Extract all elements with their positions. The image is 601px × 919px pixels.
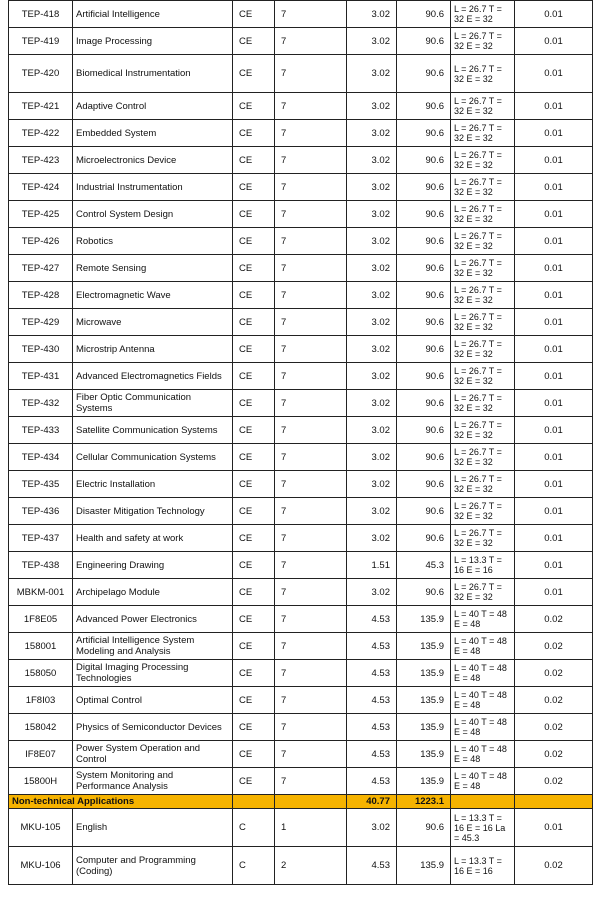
course-code: TEP-434 — [9, 444, 73, 471]
credit-value: 3.02 — [347, 471, 397, 498]
total-hours: 135.9 — [397, 687, 451, 714]
course-code: TEP-425 — [9, 201, 73, 228]
fee-value: 0.01 — [515, 93, 593, 120]
credit-value: 4.53 — [347, 660, 397, 687]
hour-allocation: L = 26.7 T = 32 E = 32 — [451, 228, 515, 255]
fee-value: 0.01 — [515, 174, 593, 201]
table-row — [9, 741, 593, 768]
course-code: TEP-428 — [9, 282, 73, 309]
course-type: C — [233, 847, 275, 885]
course-code: 1F8I03 — [9, 687, 73, 714]
course-code: TEP-422 — [9, 120, 73, 147]
fee-value: 0.01 — [515, 28, 593, 55]
fee-value: 0.01 — [515, 552, 593, 579]
credit-value: 3.02 — [347, 336, 397, 363]
course-table-body — [9, 1, 593, 885]
total-hours: 135.9 — [397, 606, 451, 633]
course-code: 15800H — [9, 768, 73, 795]
semester: 7 — [275, 552, 347, 579]
total-hours: 90.6 — [397, 525, 451, 552]
fee-value: 0.02 — [515, 714, 593, 741]
fee-value: 0.01 — [515, 120, 593, 147]
semester: 7 — [275, 417, 347, 444]
table-row — [9, 255, 593, 282]
total-hours: 90.6 — [397, 120, 451, 147]
semester: 7 — [275, 228, 347, 255]
fee-value: 0.01 — [515, 1, 593, 28]
total-hours: 135.9 — [397, 633, 451, 660]
table-row — [9, 309, 593, 336]
course-name: Artificial Intelligence System Modeling and Analysis — [73, 633, 233, 660]
total-hours: 90.6 — [397, 201, 451, 228]
semester: 7 — [275, 336, 347, 363]
course-code: TEP-436 — [9, 498, 73, 525]
hour-allocation: L = 40 T = 48 E = 48 — [451, 633, 515, 660]
total-hours: 90.6 — [397, 417, 451, 444]
table-row — [9, 847, 593, 885]
hour-allocation: L = 26.7 T = 32 E = 32 — [451, 282, 515, 309]
fee-value: 0.01 — [515, 809, 593, 847]
table-row — [9, 714, 593, 741]
fee-value: 0.02 — [515, 633, 593, 660]
section-hours: 1223.1 — [397, 795, 451, 809]
course-type: CE — [233, 687, 275, 714]
section-row-non-technical — [9, 795, 593, 809]
course-name: Digital Imaging Processing Technologies — [73, 660, 233, 687]
hour-allocation: L = 26.7 T = 32 E = 32 — [451, 498, 515, 525]
credit-value: 4.53 — [347, 633, 397, 660]
course-type: CE — [233, 471, 275, 498]
course-code: 1F8E05 — [9, 606, 73, 633]
course-name: Archipelago Module — [73, 579, 233, 606]
total-hours: 135.9 — [397, 660, 451, 687]
course-code: TEP-438 — [9, 552, 73, 579]
course-type: CE — [233, 714, 275, 741]
table-row — [9, 147, 593, 174]
total-hours: 90.6 — [397, 174, 451, 201]
fee-value: 0.02 — [515, 768, 593, 795]
section-label: Non-technical Applications — [9, 795, 233, 809]
table-row — [9, 228, 593, 255]
credit-value: 3.02 — [347, 201, 397, 228]
semester: 7 — [275, 768, 347, 795]
fee-value: 0.01 — [515, 228, 593, 255]
fee-value: 0.01 — [515, 444, 593, 471]
table-row — [9, 363, 593, 390]
credit-value: 3.02 — [347, 228, 397, 255]
course-name: Electromagnetic Wave — [73, 282, 233, 309]
semester: 7 — [275, 390, 347, 417]
semester: 7 — [275, 741, 347, 768]
total-hours: 90.6 — [397, 1, 451, 28]
hour-allocation: L = 13.3 T = 16 E = 16 — [451, 552, 515, 579]
total-hours: 90.6 — [397, 147, 451, 174]
course-type: CE — [233, 201, 275, 228]
course-name: System Monitoring and Performance Analysis — [73, 768, 233, 795]
credit-value: 3.02 — [347, 28, 397, 55]
total-hours: 90.6 — [397, 93, 451, 120]
fee-value: 0.01 — [515, 363, 593, 390]
course-type: CE — [233, 660, 275, 687]
fee-value: 0.01 — [515, 336, 593, 363]
course-name: Cellular Communication Systems — [73, 444, 233, 471]
credit-value: 3.02 — [347, 417, 397, 444]
total-hours: 135.9 — [397, 847, 451, 885]
course-type: CE — [233, 363, 275, 390]
table-row — [9, 633, 593, 660]
credit-value: 3.02 — [347, 579, 397, 606]
hour-allocation: L = 40 T = 48 E = 48 — [451, 768, 515, 795]
course-table — [8, 0, 593, 885]
credit-value: 3.02 — [347, 498, 397, 525]
course-name: Electric Installation — [73, 471, 233, 498]
credit-value: 3.02 — [347, 1, 397, 28]
hour-allocation: L = 26.7 T = 32 E = 32 — [451, 444, 515, 471]
semester: 7 — [275, 309, 347, 336]
semester: 7 — [275, 633, 347, 660]
table-row — [9, 444, 593, 471]
credit-value: 3.02 — [347, 444, 397, 471]
semester: 7 — [275, 660, 347, 687]
fee-value: 0.01 — [515, 147, 593, 174]
course-type: CE — [233, 336, 275, 363]
hour-allocation: L = 26.7 T = 32 E = 32 — [451, 390, 515, 417]
semester: 7 — [275, 363, 347, 390]
semester: 7 — [275, 93, 347, 120]
course-type: CE — [233, 606, 275, 633]
course-name: Disaster Mitigation Technology — [73, 498, 233, 525]
course-name: Power System Operation and Control — [73, 741, 233, 768]
table-row — [9, 120, 593, 147]
course-type: CE — [233, 417, 275, 444]
course-type: CE — [233, 390, 275, 417]
total-hours: 90.6 — [397, 282, 451, 309]
course-code: IF8E07 — [9, 741, 73, 768]
semester: 7 — [275, 147, 347, 174]
hour-allocation: L = 26.7 T = 32 E = 32 — [451, 255, 515, 282]
credit-value: 3.02 — [347, 120, 397, 147]
table-row — [9, 809, 593, 847]
semester: 7 — [275, 1, 347, 28]
section-empty — [275, 795, 347, 809]
course-type: CE — [233, 55, 275, 93]
course-code: TEP-421 — [9, 93, 73, 120]
hour-allocation: L = 13.3 T = 16 E = 16 La = 45.3 — [451, 809, 515, 847]
course-type: CE — [233, 633, 275, 660]
fee-value: 0.01 — [515, 417, 593, 444]
table-row — [9, 417, 593, 444]
course-code: TEP-426 — [9, 228, 73, 255]
semester: 7 — [275, 525, 347, 552]
semester: 7 — [275, 471, 347, 498]
total-hours: 90.6 — [397, 55, 451, 93]
credit-value: 3.02 — [347, 309, 397, 336]
course-name: Adaptive Control — [73, 93, 233, 120]
table-row — [9, 471, 593, 498]
course-type: CE — [233, 552, 275, 579]
fee-value: 0.02 — [515, 847, 593, 885]
hour-allocation: L = 40 T = 48 E = 48 — [451, 687, 515, 714]
credit-value: 3.02 — [347, 55, 397, 93]
semester: 7 — [275, 120, 347, 147]
course-type: CE — [233, 444, 275, 471]
total-hours: 45.3 — [397, 552, 451, 579]
hour-allocation: L = 26.7 T = 32 E = 32 — [451, 55, 515, 93]
course-type: CE — [233, 498, 275, 525]
course-name: Fiber Optic Communication Systems — [73, 390, 233, 417]
total-hours: 90.6 — [397, 363, 451, 390]
semester: 7 — [275, 687, 347, 714]
course-code: 158042 — [9, 714, 73, 741]
semester: 7 — [275, 201, 347, 228]
fee-value: 0.01 — [515, 282, 593, 309]
table-row — [9, 1, 593, 28]
total-hours: 90.6 — [397, 579, 451, 606]
semester: 7 — [275, 444, 347, 471]
course-type: CE — [233, 1, 275, 28]
credit-value: 4.53 — [347, 741, 397, 768]
semester: 7 — [275, 55, 347, 93]
credit-value: 4.53 — [347, 768, 397, 795]
fee-value: 0.01 — [515, 471, 593, 498]
credit-value: 3.02 — [347, 255, 397, 282]
total-hours: 90.6 — [397, 28, 451, 55]
table-row — [9, 768, 593, 795]
table-row — [9, 336, 593, 363]
hour-allocation: L = 26.7 T = 32 E = 32 — [451, 579, 515, 606]
fee-value: 0.01 — [515, 579, 593, 606]
hour-allocation: L = 26.7 T = 32 E = 32 — [451, 471, 515, 498]
total-hours: 135.9 — [397, 741, 451, 768]
hour-allocation: L = 40 T = 48 E = 48 — [451, 714, 515, 741]
hour-allocation: L = 26.7 T = 32 E = 32 — [451, 336, 515, 363]
course-name: Microstrip Antenna — [73, 336, 233, 363]
course-type: CE — [233, 741, 275, 768]
course-type: C — [233, 809, 275, 847]
course-code: TEP-432 — [9, 390, 73, 417]
course-name: Remote Sensing — [73, 255, 233, 282]
credit-value: 4.53 — [347, 687, 397, 714]
hour-allocation: L = 26.7 T = 32 E = 32 — [451, 93, 515, 120]
credit-value: 3.02 — [347, 809, 397, 847]
hour-allocation: L = 26.7 T = 32 E = 32 — [451, 417, 515, 444]
course-code: TEP-419 — [9, 28, 73, 55]
hour-allocation: L = 26.7 T = 32 E = 32 — [451, 201, 515, 228]
fee-value: 0.02 — [515, 741, 593, 768]
credit-value: 4.53 — [347, 606, 397, 633]
credit-value: 3.02 — [347, 93, 397, 120]
total-hours: 135.9 — [397, 768, 451, 795]
course-name: Advanced Power Electronics — [73, 606, 233, 633]
course-name: Microelectronics Device — [73, 147, 233, 174]
credit-value: 3.02 — [347, 525, 397, 552]
course-type: CE — [233, 93, 275, 120]
course-code: TEP-433 — [9, 417, 73, 444]
semester: 7 — [275, 282, 347, 309]
total-hours: 90.6 — [397, 228, 451, 255]
course-type: CE — [233, 28, 275, 55]
total-hours: 135.9 — [397, 714, 451, 741]
table-row — [9, 687, 593, 714]
total-hours: 90.6 — [397, 309, 451, 336]
table-row — [9, 606, 593, 633]
fee-value: 0.01 — [515, 55, 593, 93]
fee-value: 0.01 — [515, 390, 593, 417]
hour-allocation: L = 26.7 T = 32 E = 32 — [451, 363, 515, 390]
course-type: CE — [233, 282, 275, 309]
course-code: MKU-106 — [9, 847, 73, 885]
course-table-page — [8, 0, 592, 885]
course-name: English — [73, 809, 233, 847]
hour-allocation: L = 40 T = 48 E = 48 — [451, 741, 515, 768]
course-code: 158050 — [9, 660, 73, 687]
semester: 7 — [275, 579, 347, 606]
total-hours: 90.6 — [397, 336, 451, 363]
course-type: CE — [233, 768, 275, 795]
total-hours: 90.6 — [397, 498, 451, 525]
course-name: Industrial Instrumentation — [73, 174, 233, 201]
course-name: Engineering Drawing — [73, 552, 233, 579]
hour-allocation: L = 26.7 T = 32 E = 32 — [451, 147, 515, 174]
course-type: CE — [233, 228, 275, 255]
course-type: CE — [233, 147, 275, 174]
semester: 7 — [275, 174, 347, 201]
credit-value: 1.51 — [347, 552, 397, 579]
table-row — [9, 174, 593, 201]
course-code: TEP-420 — [9, 55, 73, 93]
course-code: TEP-431 — [9, 363, 73, 390]
section-empty — [233, 795, 275, 809]
semester: 2 — [275, 847, 347, 885]
semester: 7 — [275, 255, 347, 282]
section-credit: 40.77 — [347, 795, 397, 809]
course-name: Optimal Control — [73, 687, 233, 714]
course-name: Health and safety at work — [73, 525, 233, 552]
hour-allocation: L = 26.7 T = 32 E = 32 — [451, 309, 515, 336]
credit-value: 3.02 — [347, 282, 397, 309]
fee-value: 0.02 — [515, 606, 593, 633]
course-code: TEP-427 — [9, 255, 73, 282]
semester: 7 — [275, 28, 347, 55]
course-code: TEP-418 — [9, 1, 73, 28]
hour-allocation: L = 40 T = 48 E = 48 — [451, 606, 515, 633]
course-type: CE — [233, 579, 275, 606]
course-code: TEP-435 — [9, 471, 73, 498]
course-name: Satellite Communication Systems — [73, 417, 233, 444]
table-row — [9, 552, 593, 579]
fee-value: 0.02 — [515, 660, 593, 687]
hour-allocation: L = 13.3 T = 16 E = 16 — [451, 847, 515, 885]
table-row — [9, 579, 593, 606]
table-row — [9, 390, 593, 417]
fee-value: 0.01 — [515, 255, 593, 282]
course-code: TEP-429 — [9, 309, 73, 336]
table-row — [9, 93, 593, 120]
credit-value: 3.02 — [347, 363, 397, 390]
course-code: TEP-423 — [9, 147, 73, 174]
hour-allocation: L = 26.7 T = 32 E = 32 — [451, 174, 515, 201]
semester: 7 — [275, 714, 347, 741]
hour-allocation: L = 26.7 T = 32 E = 32 — [451, 525, 515, 552]
hour-allocation: L = 26.7 T = 32 E = 32 — [451, 28, 515, 55]
fee-value: 0.01 — [515, 498, 593, 525]
course-type: CE — [233, 174, 275, 201]
table-row — [9, 660, 593, 687]
course-name: Biomedical Instrumentation — [73, 55, 233, 93]
fee-value: 0.01 — [515, 309, 593, 336]
hour-allocation: L = 26.7 T = 32 E = 32 — [451, 1, 515, 28]
course-name: Artificial Intelligence — [73, 1, 233, 28]
credit-value: 3.02 — [347, 147, 397, 174]
table-row — [9, 282, 593, 309]
total-hours: 90.6 — [397, 444, 451, 471]
semester: 7 — [275, 606, 347, 633]
total-hours: 90.6 — [397, 255, 451, 282]
fee-value: 0.01 — [515, 525, 593, 552]
course-type: CE — [233, 255, 275, 282]
table-row — [9, 525, 593, 552]
fee-value: 0.01 — [515, 201, 593, 228]
course-name: Control System Design — [73, 201, 233, 228]
credit-value: 3.02 — [347, 390, 397, 417]
course-code: 158001 — [9, 633, 73, 660]
course-code: TEP-430 — [9, 336, 73, 363]
course-type: CE — [233, 309, 275, 336]
credit-value: 3.02 — [347, 174, 397, 201]
course-code: MKU-105 — [9, 809, 73, 847]
semester: 7 — [275, 498, 347, 525]
total-hours: 90.6 — [397, 390, 451, 417]
table-row — [9, 201, 593, 228]
course-name: Robotics — [73, 228, 233, 255]
course-name: Image Processing — [73, 28, 233, 55]
course-name: Microwave — [73, 309, 233, 336]
course-code: MBKM-001 — [9, 579, 73, 606]
total-hours: 90.6 — [397, 471, 451, 498]
course-type: CE — [233, 120, 275, 147]
fee-value: 0.02 — [515, 687, 593, 714]
table-row — [9, 498, 593, 525]
course-code: TEP-424 — [9, 174, 73, 201]
course-name: Physics of Semiconductor Devices — [73, 714, 233, 741]
section-empty — [451, 795, 515, 809]
total-hours: 90.6 — [397, 809, 451, 847]
course-name: Advanced Electromagnetics Fields — [73, 363, 233, 390]
course-name: Embedded System — [73, 120, 233, 147]
course-type: CE — [233, 525, 275, 552]
course-code: TEP-437 — [9, 525, 73, 552]
course-name: Computer and Programming (Coding) — [73, 847, 233, 885]
hour-allocation: L = 40 T = 48 E = 48 — [451, 660, 515, 687]
table-row — [9, 28, 593, 55]
hour-allocation: L = 26.7 T = 32 E = 32 — [451, 120, 515, 147]
credit-value: 4.53 — [347, 714, 397, 741]
table-row — [9, 55, 593, 93]
semester: 1 — [275, 809, 347, 847]
section-empty — [515, 795, 593, 809]
credit-value: 4.53 — [347, 847, 397, 885]
